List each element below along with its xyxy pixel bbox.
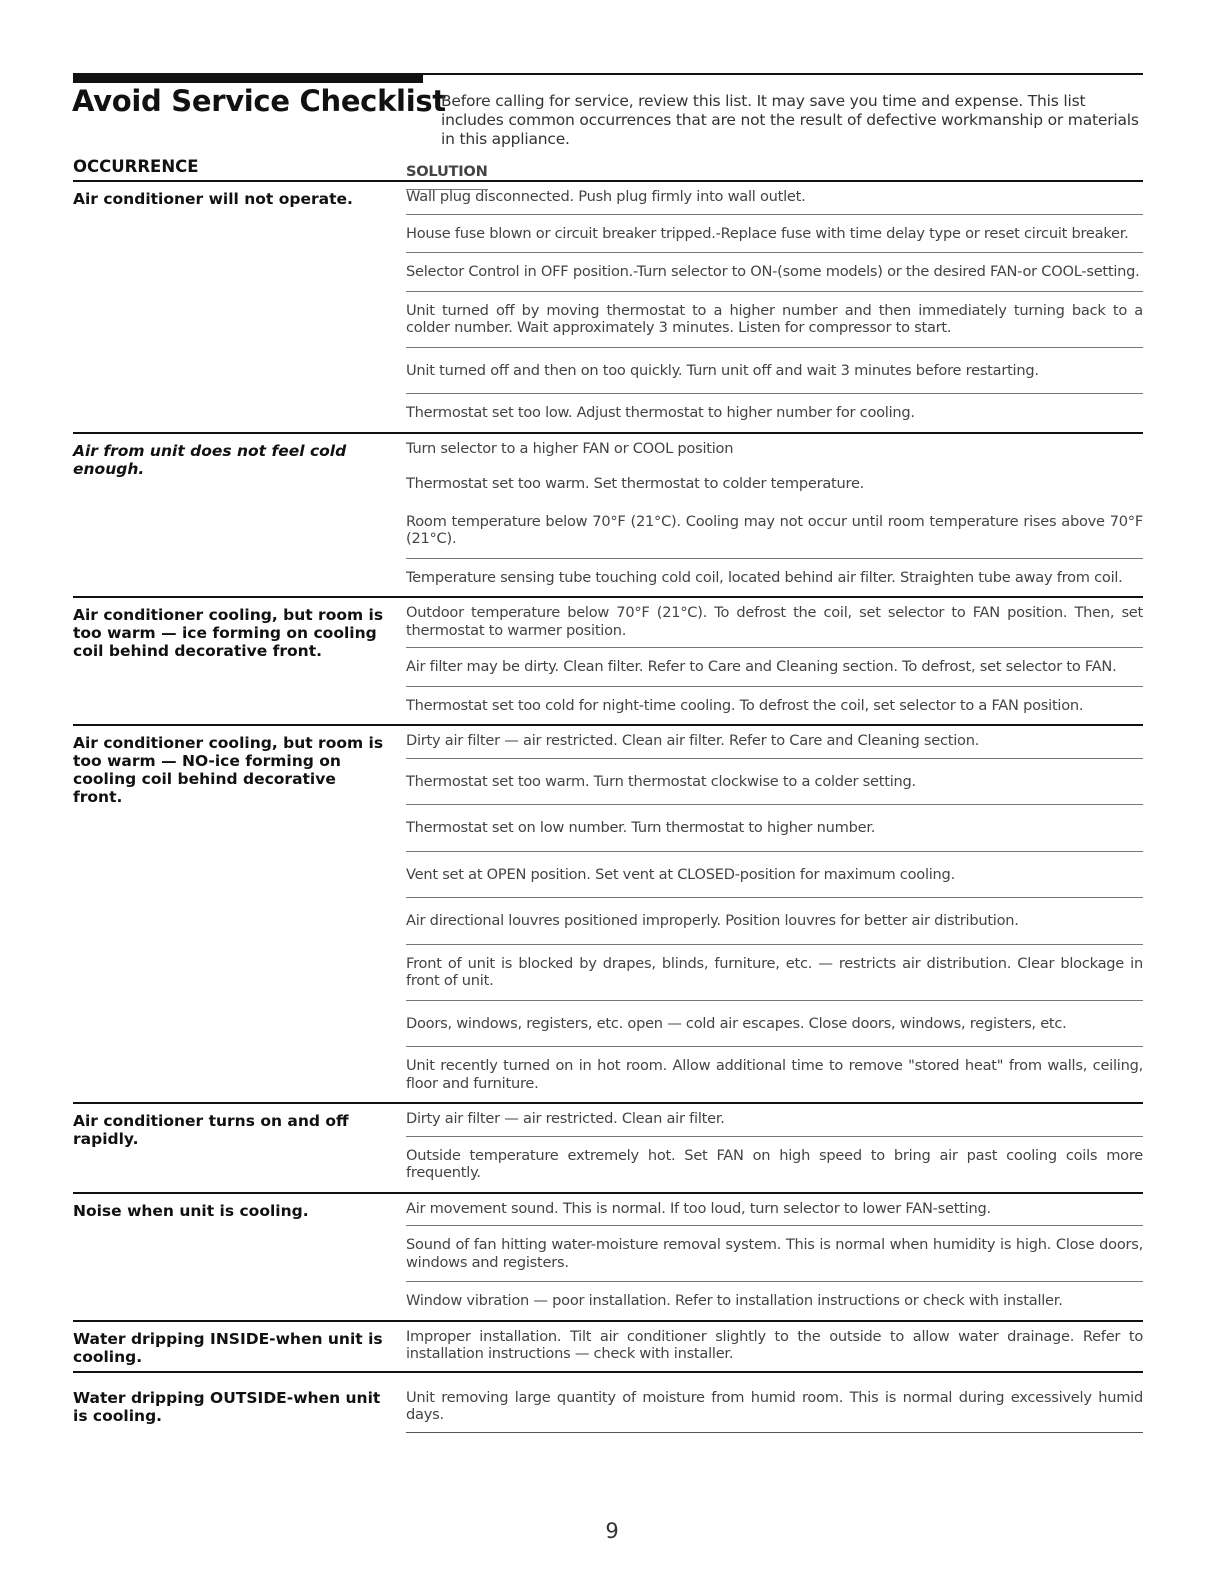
solution-list	[398, 1373, 1143, 1432]
checklist-group	[73, 1192, 1143, 1320]
solution-item: Sound of fan hitting water-moisture removal system. This is normal when humidity is high. Close doors, windows and registers.	[406, 1226, 1143, 1282]
solution-item: Thermostat set on low number. Turn thermostat to higher number.	[406, 805, 1143, 852]
solution-list	[398, 1322, 1143, 1371]
occurrence-label: Air conditioner will not operate.	[73, 190, 353, 208]
solution-item: Temperature sensing tube touching cold coil, located behind air filter. Straighten tube away from coil.	[406, 568, 1123, 586]
header-rule-thick	[73, 73, 423, 83]
occurrence-label: Air conditioner cooling, but room is too warm — NO-ice forming on cooling coil behind decorative front.	[73, 734, 384, 806]
solution-item: Air directional louvres positioned improperly. Position louvres for better air distribution.	[406, 898, 1143, 945]
solution-item: Unit turned off and then on too quickly. Turn unit off and wait 3 minutes before restarting.	[406, 348, 1143, 395]
solution-item: Thermostat set too low. Adjust thermostat to higher number for cooling.	[406, 404, 915, 421]
column-header-occurrence: OCCURRENCE	[73, 157, 199, 176]
solution-item: House fuse blown or circuit breaker tripped.-Replace fuse with time delay type or reset circuit breaker.	[406, 215, 1143, 254]
page-title: Avoid Service Checklist	[72, 84, 446, 118]
solution-item: Front of unit is blocked by drapes, blinds, furniture, etc. — restricts air distribution. Clear blockage in front of unit.	[406, 945, 1143, 1001]
occurrence-label: Water dripping OUTSIDE-when unit is cooling.	[73, 1388, 381, 1425]
solution-list	[398, 1104, 1143, 1192]
checklist-group	[73, 180, 1143, 432]
solution-item: Thermostat set too warm. Turn thermostat clockwise to a colder setting.	[406, 759, 1143, 806]
solution-item: Unit recently turned on in hot room. Allow additional time to remove "stored heat" from walls, ceiling, floor and furniture.	[406, 1057, 1143, 1092]
solution-item: Vent set at OPEN position. Set vent at CLOSED-position for maximum cooling.	[406, 852, 1143, 899]
checklist-group	[73, 1102, 1143, 1192]
occurrence-label: Noise when unit is cooling.	[73, 1201, 309, 1220]
solution-list	[398, 434, 1143, 597]
solution-item: Outdoor temperature below 70°F (21°C). To defrost the coil, set selector to FAN position. Then, set thermostat to warmer position.	[406, 598, 1143, 648]
occurrence-label: Air conditioner cooling, but room is too warm — ice forming on cooling coil behind decorative front.	[73, 606, 384, 660]
checklist-group	[73, 724, 1143, 1102]
checklist-group	[73, 432, 1143, 597]
solution-item: Dirty air filter — air restricted. Clean air filter. Refer to Care and Cleaning section.	[406, 726, 1143, 759]
solution-item: Window vibration — poor installation. Refer to installation instructions or check with installer.	[406, 1292, 1063, 1309]
checklist-group	[73, 596, 1143, 724]
solution-item: Turn selector to a higher FAN or COOL position	[406, 439, 734, 457]
solution-item: Air movement sound. This is normal. If too loud, turn selector to lower FAN-setting.	[406, 1194, 1143, 1227]
solution-item: Room temperature below 70°F (21°C). Cooling may not occur until room temperature rises above 70°F (21°C).	[406, 503, 1143, 559]
checklist-group	[73, 1320, 1143, 1371]
solution-item: Thermostat set too warm. Set thermostat to colder temperature.	[406, 475, 865, 492]
column-header-solution: SOLUTION	[406, 157, 488, 190]
solution-item: Wall plug disconnected. Push plug firmly into wall outlet.	[406, 182, 1143, 215]
occurrence-label: Air conditioner turns on and off rapidly.	[73, 1112, 349, 1148]
solution-item: Doors, windows, registers, etc. open — cold air escapes. Close doors, windows, registers, etc.	[406, 1001, 1143, 1048]
occurrence-label: Water dripping INSIDE-when unit is cooling.	[73, 1329, 383, 1366]
solution-list	[398, 726, 1143, 1102]
solution-item: Air filter may be dirty. Clean filter. Refer to Care and Cleaning section. To defrost, set selector to FAN.	[406, 648, 1143, 687]
solution-list	[398, 182, 1143, 432]
solution-list	[398, 598, 1143, 724]
solution-item: Improper installation. Tilt air conditioner slightly to the outside to allow water drainage. Refer to installation instructions — check with installer.	[406, 1327, 1143, 1362]
solution-item: Selector Control in OFF position.-Turn selector to ON-(some models) or the desired FAN-or COOL-setting.	[406, 253, 1143, 292]
page-number: 9	[605, 1519, 619, 1543]
solution-item: Unit turned off by moving thermostat to a higher number and then immediately turning back to a colder number. Wait approximately 3 minutes. Listen for compressor to start.	[406, 292, 1143, 348]
checklist-group	[73, 1371, 1143, 1432]
solution-item: Dirty air filter — air restricted. Clean air filter.	[406, 1104, 1143, 1137]
solution-item: Unit removing large quantity of moisture from humid room. This is normal during excessively humid days.	[406, 1388, 1143, 1423]
intro-paragraph: Before calling for service, review this list. It may save you time and expense. This list includes common occurrences that are not the result of defective workmanship or materials in this appliance.	[441, 92, 1139, 148]
checklist-table	[73, 180, 1143, 1433]
occurrence-label: Air from unit does not feel cold enough.	[73, 441, 347, 478]
solution-item: Thermostat set too cold for night-time cooling. To defrost the coil, set selector to a FAN position.	[406, 696, 1084, 714]
solution-list	[398, 1194, 1143, 1320]
solution-item: Outside temperature extremely hot. Set FAN on high speed to bring air past cooling coils more frequently.	[406, 1146, 1143, 1181]
table-end-rule	[406, 1432, 1143, 1433]
